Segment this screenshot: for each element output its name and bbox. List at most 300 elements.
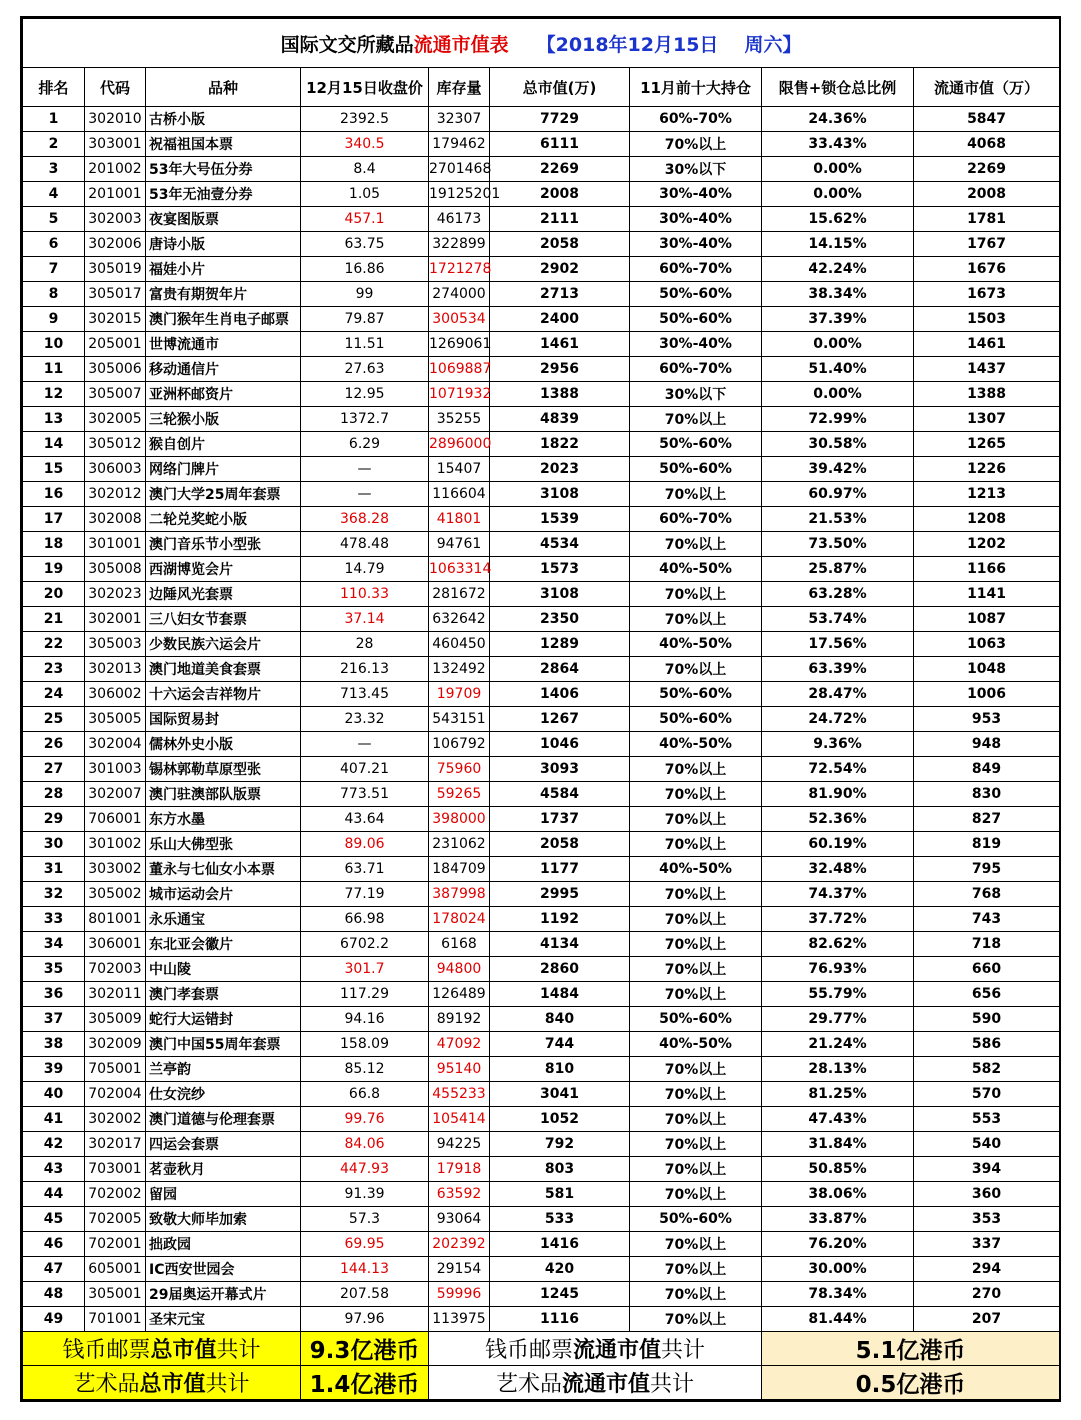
stock-cell: 94225 bbox=[429, 1132, 490, 1157]
stock-cell: 1071932 bbox=[429, 382, 490, 407]
circulation-value-cell: 1265 bbox=[914, 432, 1060, 457]
name-cell: 中山陵 bbox=[146, 957, 301, 982]
title-weekday: 周六】 bbox=[744, 33, 802, 56]
holding-cell: 70%以上 bbox=[630, 1057, 762, 1082]
price-cell: — bbox=[301, 457, 429, 482]
total-value-cell: 840 bbox=[490, 1007, 630, 1032]
ratio-cell: 81.44% bbox=[762, 1307, 914, 1332]
stock-cell: 1269061 bbox=[429, 332, 490, 357]
ratio-cell: 38.34% bbox=[762, 282, 914, 307]
table-row bbox=[23, 257, 1060, 282]
circulation-value-cell: 827 bbox=[914, 807, 1060, 832]
total-value-cell: 792 bbox=[490, 1132, 630, 1157]
ratio-cell: 24.36% bbox=[762, 107, 914, 132]
name-cell: 西湖博览会片 bbox=[146, 557, 301, 582]
stock-cell: 19709 bbox=[429, 682, 490, 707]
rank-cell: 48 bbox=[23, 1282, 85, 1307]
holding-cell: 70%以上 bbox=[630, 532, 762, 557]
rank-cell: 33 bbox=[23, 907, 85, 932]
price-cell: 77.19 bbox=[301, 882, 429, 907]
rank-cell: 9 bbox=[23, 307, 85, 332]
code-cell: 305005 bbox=[85, 707, 146, 732]
total-value-cell: 1046 bbox=[490, 732, 630, 757]
price-cell: 340.5 bbox=[301, 132, 429, 157]
holding-cell: 70%以上 bbox=[630, 657, 762, 682]
rank-cell: 21 bbox=[23, 607, 85, 632]
stock-cell: 35255 bbox=[429, 407, 490, 432]
name-cell: 圣宋元宝 bbox=[146, 1307, 301, 1332]
holding-cell: 40%-50% bbox=[630, 1032, 762, 1057]
circulation-value-cell: 582 bbox=[914, 1057, 1060, 1082]
stock-cell: 300534 bbox=[429, 307, 490, 332]
circulation-value-cell: 849 bbox=[914, 757, 1060, 782]
table-row bbox=[23, 607, 1060, 632]
ratio-cell: 63.39% bbox=[762, 657, 914, 682]
rank-cell: 1 bbox=[23, 107, 85, 132]
art-total-value: 1.4亿港币 bbox=[301, 1366, 429, 1400]
stock-cell: 116604 bbox=[429, 482, 490, 507]
ratio-cell: 0.00% bbox=[762, 182, 914, 207]
price-cell: — bbox=[301, 482, 429, 507]
stock-cell: 106792 bbox=[429, 732, 490, 757]
ratio-cell: 74.37% bbox=[762, 882, 914, 907]
stock-cell: 126489 bbox=[429, 982, 490, 1007]
ratio-cell: 28.13% bbox=[762, 1057, 914, 1082]
price-cell: 1372.7 bbox=[301, 407, 429, 432]
circulation-value-cell: 2008 bbox=[914, 182, 1060, 207]
total-value-cell: 2058 bbox=[490, 832, 630, 857]
title-date: 【2018年12月15日 bbox=[536, 33, 719, 56]
table-row bbox=[23, 432, 1060, 457]
code-cell: 302006 bbox=[85, 232, 146, 257]
circulation-value-cell: 1781 bbox=[914, 207, 1060, 232]
table-row bbox=[23, 857, 1060, 882]
stock-cell: 1721278 bbox=[429, 257, 490, 282]
stock-cell: 274000 bbox=[429, 282, 490, 307]
table-row bbox=[23, 832, 1060, 857]
circulation-value-cell: 270 bbox=[914, 1282, 1060, 1307]
name-cell: 二轮兑奖蛇小版 bbox=[146, 507, 301, 532]
code-cell: 305009 bbox=[85, 1007, 146, 1032]
rank-cell: 14 bbox=[23, 432, 85, 457]
holding-cell: 40%-50% bbox=[630, 557, 762, 582]
code-cell: 201001 bbox=[85, 182, 146, 207]
circulation-value-cell: 553 bbox=[914, 1107, 1060, 1132]
stock-cell: 398000 bbox=[429, 807, 490, 832]
stock-cell: 6168 bbox=[429, 932, 490, 957]
stock-cell: 184709 bbox=[429, 857, 490, 882]
holding-cell: 70%以上 bbox=[630, 582, 762, 607]
holding-cell: 30%-40% bbox=[630, 182, 762, 207]
stock-cell: 543151 bbox=[429, 707, 490, 732]
ratio-cell: 25.87% bbox=[762, 557, 914, 582]
code-cell: 305017 bbox=[85, 282, 146, 307]
ratio-cell: 60.97% bbox=[762, 482, 914, 507]
ratio-cell: 29.77% bbox=[762, 1007, 914, 1032]
circulation-value-cell: 953 bbox=[914, 707, 1060, 732]
rank-cell: 11 bbox=[23, 357, 85, 382]
holding-cell: 70%以上 bbox=[630, 957, 762, 982]
holding-cell: 50%-60% bbox=[630, 682, 762, 707]
code-cell: 205001 bbox=[85, 332, 146, 357]
holding-cell: 30%-40% bbox=[630, 232, 762, 257]
stock-cell: 455233 bbox=[429, 1082, 490, 1107]
holding-cell: 50%-60% bbox=[630, 432, 762, 457]
stock-cell: 93064 bbox=[429, 1207, 490, 1232]
circulation-value-cell: 1767 bbox=[914, 232, 1060, 257]
code-cell: 305007 bbox=[85, 382, 146, 407]
art-total-label-a: 艺术品 bbox=[73, 1372, 140, 1397]
table-row bbox=[23, 982, 1060, 1007]
ratio-cell: 30.00% bbox=[762, 1257, 914, 1282]
table-row bbox=[23, 1082, 1060, 1107]
art-total-label bbox=[23, 1366, 301, 1400]
table-row bbox=[23, 757, 1060, 782]
ratio-cell: 51.40% bbox=[762, 357, 914, 382]
ratio-cell: 0.00% bbox=[762, 157, 914, 182]
ratio-cell: 17.56% bbox=[762, 632, 914, 657]
name-cell: 十六运会吉祥物片 bbox=[146, 682, 301, 707]
header-stock: 库存量 bbox=[429, 68, 490, 107]
art-total-label-b: 总市值 bbox=[139, 1372, 206, 1397]
ratio-cell: 30.58% bbox=[762, 432, 914, 457]
price-cell: 2392.5 bbox=[301, 107, 429, 132]
price-cell: 85.12 bbox=[301, 1057, 429, 1082]
rank-cell: 4 bbox=[23, 182, 85, 207]
name-cell: 仕女浣纱 bbox=[146, 1082, 301, 1107]
total-value-cell: 4839 bbox=[490, 407, 630, 432]
coin-total-label bbox=[23, 1332, 301, 1366]
table-body bbox=[23, 107, 1060, 1332]
ratio-cell: 32.48% bbox=[762, 857, 914, 882]
name-cell: 澳门音乐节小型张 bbox=[146, 532, 301, 557]
holding-cell: 70%以上 bbox=[630, 1282, 762, 1307]
table-row bbox=[23, 782, 1060, 807]
stock-cell: 387998 bbox=[429, 882, 490, 907]
holding-cell: 50%-60% bbox=[630, 307, 762, 332]
art-circ-value: 0.5亿港币 bbox=[762, 1366, 1060, 1400]
total-value-cell: 2713 bbox=[490, 282, 630, 307]
price-cell: 91.39 bbox=[301, 1182, 429, 1207]
code-cell: 305008 bbox=[85, 557, 146, 582]
ratio-cell: 21.53% bbox=[762, 507, 914, 532]
market-value-sheet bbox=[20, 16, 1061, 1402]
holding-cell: 50%-60% bbox=[630, 707, 762, 732]
name-cell: 移动通信片 bbox=[146, 357, 301, 382]
rank-cell: 24 bbox=[23, 682, 85, 707]
circulation-value-cell: 337 bbox=[914, 1232, 1060, 1257]
ratio-cell: 37.39% bbox=[762, 307, 914, 332]
name-cell: 茗壶秋月 bbox=[146, 1157, 301, 1182]
price-cell: 407.21 bbox=[301, 757, 429, 782]
code-cell: 305003 bbox=[85, 632, 146, 657]
code-cell: 302002 bbox=[85, 1107, 146, 1132]
stock-cell: 632642 bbox=[429, 607, 490, 632]
ratio-cell: 42.24% bbox=[762, 257, 914, 282]
total-value-cell: 4534 bbox=[490, 532, 630, 557]
name-cell: 留园 bbox=[146, 1182, 301, 1207]
stock-cell: 75960 bbox=[429, 757, 490, 782]
code-cell: 305001 bbox=[85, 1282, 146, 1307]
coin-total-label-c: 共计 bbox=[216, 1338, 261, 1363]
holding-cell: 70%以上 bbox=[630, 982, 762, 1007]
total-value-cell: 2902 bbox=[490, 257, 630, 282]
holding-cell: 70%以上 bbox=[630, 482, 762, 507]
total-value-cell: 810 bbox=[490, 1057, 630, 1082]
art-total-label-c: 共计 bbox=[205, 1372, 250, 1397]
ratio-cell: 72.54% bbox=[762, 757, 914, 782]
holding-cell: 40%-50% bbox=[630, 732, 762, 757]
total-value-cell: 2008 bbox=[490, 182, 630, 207]
ratio-cell: 52.36% bbox=[762, 807, 914, 832]
total-value-cell: 3093 bbox=[490, 757, 630, 782]
rank-cell: 6 bbox=[23, 232, 85, 257]
holding-cell: 60%-70% bbox=[630, 107, 762, 132]
table-row bbox=[23, 482, 1060, 507]
code-cell: 305002 bbox=[85, 882, 146, 907]
total-value-cell: 1177 bbox=[490, 857, 630, 882]
name-cell: 澳门大学25周年套票 bbox=[146, 482, 301, 507]
price-cell: 207.58 bbox=[301, 1282, 429, 1307]
rank-cell: 46 bbox=[23, 1232, 85, 1257]
code-cell: 301002 bbox=[85, 832, 146, 857]
table-row bbox=[23, 1257, 1060, 1282]
name-cell: 三轮猴小版 bbox=[146, 407, 301, 432]
name-cell: 国际贸易封 bbox=[146, 707, 301, 732]
name-cell: IC西安世园会 bbox=[146, 1257, 301, 1282]
holding-cell: 30%-40% bbox=[630, 332, 762, 357]
rank-cell: 25 bbox=[23, 707, 85, 732]
title-part1: 国际文交所藏品 bbox=[280, 33, 414, 56]
table-row bbox=[23, 1182, 1060, 1207]
circulation-value-cell: 718 bbox=[914, 932, 1060, 957]
code-cell: 302005 bbox=[85, 407, 146, 432]
circulation-value-cell: 1673 bbox=[914, 282, 1060, 307]
stock-cell: 231062 bbox=[429, 832, 490, 857]
coin-total-label-a: 钱币邮票 bbox=[62, 1338, 151, 1363]
rank-cell: 34 bbox=[23, 932, 85, 957]
rank-cell: 2 bbox=[23, 132, 85, 157]
total-value-cell: 4134 bbox=[490, 932, 630, 957]
stock-cell: 94761 bbox=[429, 532, 490, 557]
name-cell: 澳门孝套票 bbox=[146, 982, 301, 1007]
price-cell: — bbox=[301, 732, 429, 757]
circulation-value-cell: 5847 bbox=[914, 107, 1060, 132]
table-row bbox=[23, 207, 1060, 232]
name-cell: 福娃小片 bbox=[146, 257, 301, 282]
name-cell: 网络门牌片 bbox=[146, 457, 301, 482]
holding-cell: 70%以上 bbox=[630, 1307, 762, 1332]
stock-cell: 113975 bbox=[429, 1307, 490, 1332]
table-row bbox=[23, 1207, 1060, 1232]
holding-cell: 70%以上 bbox=[630, 1132, 762, 1157]
ratio-cell: 21.24% bbox=[762, 1032, 914, 1057]
rank-cell: 45 bbox=[23, 1207, 85, 1232]
circulation-value-cell: 1388 bbox=[914, 382, 1060, 407]
holding-cell: 50%-60% bbox=[630, 1007, 762, 1032]
code-cell: 702002 bbox=[85, 1182, 146, 1207]
art-circ-label bbox=[429, 1366, 762, 1400]
price-cell: 110.33 bbox=[301, 582, 429, 607]
code-cell: 301003 bbox=[85, 757, 146, 782]
stock-cell: 17918 bbox=[429, 1157, 490, 1182]
ratio-cell: 72.99% bbox=[762, 407, 914, 432]
rank-cell: 22 bbox=[23, 632, 85, 657]
name-cell: 四运会套票 bbox=[146, 1132, 301, 1157]
ratio-cell: 9.36% bbox=[762, 732, 914, 757]
rank-cell: 10 bbox=[23, 332, 85, 357]
rank-cell: 41 bbox=[23, 1107, 85, 1132]
stock-cell: 202392 bbox=[429, 1232, 490, 1257]
name-cell: 亚洲杯邮资片 bbox=[146, 382, 301, 407]
price-cell: 1.05 bbox=[301, 182, 429, 207]
stock-cell: 15407 bbox=[429, 457, 490, 482]
total-value-cell: 533 bbox=[490, 1207, 630, 1232]
ratio-cell: 81.90% bbox=[762, 782, 914, 807]
name-cell: 澳门猴年生肖电子邮票 bbox=[146, 307, 301, 332]
table-row bbox=[23, 657, 1060, 682]
ratio-cell: 0.00% bbox=[762, 382, 914, 407]
name-cell: 29届奥运开幕式片 bbox=[146, 1282, 301, 1307]
price-cell: 66.98 bbox=[301, 907, 429, 932]
code-cell: 303001 bbox=[85, 132, 146, 157]
price-cell: 63.75 bbox=[301, 232, 429, 257]
code-cell: 302017 bbox=[85, 1132, 146, 1157]
code-cell: 702005 bbox=[85, 1207, 146, 1232]
total-value-cell: 2995 bbox=[490, 882, 630, 907]
code-cell: 305012 bbox=[85, 432, 146, 457]
holding-cell: 30%以下 bbox=[630, 157, 762, 182]
holding-cell: 70%以上 bbox=[630, 807, 762, 832]
rank-cell: 19 bbox=[23, 557, 85, 582]
table-row bbox=[23, 907, 1060, 932]
table-row bbox=[23, 532, 1060, 557]
table-row bbox=[23, 407, 1060, 432]
coin-total-label-b: 总市值 bbox=[150, 1338, 217, 1363]
code-cell: 302010 bbox=[85, 107, 146, 132]
circulation-value-cell: 656 bbox=[914, 982, 1060, 1007]
holding-cell: 70%以上 bbox=[630, 1232, 762, 1257]
total-value-cell: 1052 bbox=[490, 1107, 630, 1132]
ratio-cell: 33.87% bbox=[762, 1207, 914, 1232]
total-value-cell: 1116 bbox=[490, 1307, 630, 1332]
price-cell: 368.28 bbox=[301, 507, 429, 532]
ratio-cell: 76.93% bbox=[762, 957, 914, 982]
price-cell: 8.4 bbox=[301, 157, 429, 182]
table-row bbox=[23, 1007, 1060, 1032]
rank-cell: 37 bbox=[23, 1007, 85, 1032]
circulation-value-cell: 743 bbox=[914, 907, 1060, 932]
circulation-value-cell: 830 bbox=[914, 782, 1060, 807]
total-value-cell: 1406 bbox=[490, 682, 630, 707]
rank-cell: 30 bbox=[23, 832, 85, 857]
table-row bbox=[23, 932, 1060, 957]
circulation-value-cell: 586 bbox=[914, 1032, 1060, 1057]
circulation-value-cell: 540 bbox=[914, 1132, 1060, 1157]
total-value-cell: 1245 bbox=[490, 1282, 630, 1307]
price-cell: 28 bbox=[301, 632, 429, 657]
stock-cell: 89192 bbox=[429, 1007, 490, 1032]
total-value-cell: 1461 bbox=[490, 332, 630, 357]
circulation-value-cell: 1166 bbox=[914, 557, 1060, 582]
total-value-cell: 2860 bbox=[490, 957, 630, 982]
rank-cell: 16 bbox=[23, 482, 85, 507]
rank-cell: 40 bbox=[23, 1082, 85, 1107]
table-row bbox=[23, 682, 1060, 707]
rank-cell: 32 bbox=[23, 882, 85, 907]
total-value-cell: 1388 bbox=[490, 382, 630, 407]
holding-cell: 40%-50% bbox=[630, 857, 762, 882]
code-cell: 302023 bbox=[85, 582, 146, 607]
total-value-cell: 3108 bbox=[490, 482, 630, 507]
ratio-cell: 33.43% bbox=[762, 132, 914, 157]
header-circulation: 流通市值（万） bbox=[914, 68, 1060, 107]
total-value-cell: 2956 bbox=[490, 357, 630, 382]
name-cell: 富贵有期贺年片 bbox=[146, 282, 301, 307]
price-cell: 12.95 bbox=[301, 382, 429, 407]
table-row bbox=[23, 882, 1060, 907]
title-part2: 流通市值表 bbox=[413, 33, 509, 56]
circulation-value-cell: 1676 bbox=[914, 257, 1060, 282]
circulation-value-cell: 1226 bbox=[914, 457, 1060, 482]
ratio-cell: 73.50% bbox=[762, 532, 914, 557]
stock-cell: 179462 bbox=[429, 132, 490, 157]
circulation-value-cell: 1141 bbox=[914, 582, 1060, 607]
price-cell: 94.16 bbox=[301, 1007, 429, 1032]
ratio-cell: 39.42% bbox=[762, 457, 914, 482]
circulation-value-cell: 768 bbox=[914, 882, 1060, 907]
code-cell: 305019 bbox=[85, 257, 146, 282]
ratio-cell: 15.62% bbox=[762, 207, 914, 232]
code-cell: 303002 bbox=[85, 857, 146, 882]
total-value-cell: 420 bbox=[490, 1257, 630, 1282]
stock-cell: 41801 bbox=[429, 507, 490, 532]
name-cell: 儒林外史小版 bbox=[146, 732, 301, 757]
name-cell: 三八妇女节套票 bbox=[146, 607, 301, 632]
stock-cell: 460450 bbox=[429, 632, 490, 657]
code-cell: 302001 bbox=[85, 607, 146, 632]
price-cell: 37.14 bbox=[301, 607, 429, 632]
ratio-cell: 24.72% bbox=[762, 707, 914, 732]
rank-cell: 29 bbox=[23, 807, 85, 832]
price-cell: 69.95 bbox=[301, 1232, 429, 1257]
rank-cell: 12 bbox=[23, 382, 85, 407]
rank-cell: 31 bbox=[23, 857, 85, 882]
table-row bbox=[23, 1132, 1060, 1157]
name-cell: 祝福祖国本票 bbox=[146, 132, 301, 157]
stock-cell: 178024 bbox=[429, 907, 490, 932]
art-circ-label-a: 艺术品 bbox=[495, 1372, 562, 1397]
price-cell: 89.06 bbox=[301, 832, 429, 857]
table-row bbox=[23, 382, 1060, 407]
circulation-value-cell: 660 bbox=[914, 957, 1060, 982]
total-value-cell: 744 bbox=[490, 1032, 630, 1057]
art-circ-label-b: 流通市值 bbox=[561, 1372, 650, 1397]
stock-cell: 2896000 bbox=[429, 432, 490, 457]
code-cell: 302008 bbox=[85, 507, 146, 532]
ratio-cell: 38.06% bbox=[762, 1182, 914, 1207]
table-row bbox=[23, 457, 1060, 482]
holding-cell: 60%-70% bbox=[630, 357, 762, 382]
price-cell: 14.79 bbox=[301, 557, 429, 582]
code-cell: 605001 bbox=[85, 1257, 146, 1282]
code-cell: 302013 bbox=[85, 657, 146, 682]
price-cell: 63.71 bbox=[301, 857, 429, 882]
table-row bbox=[23, 232, 1060, 257]
total-value-cell: 1484 bbox=[490, 982, 630, 1007]
name-cell: 澳门道德与伦理套票 bbox=[146, 1107, 301, 1132]
holding-cell: 30%-40% bbox=[630, 207, 762, 232]
